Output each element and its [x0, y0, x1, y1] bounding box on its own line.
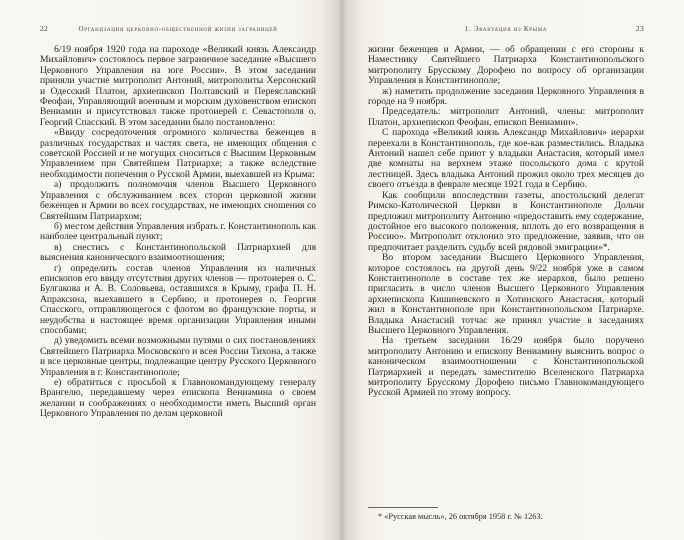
paragraph: С парохода «Великий князь Александр Михайлович» иерархи переехали в Константинополь, где кое-как разместились. Владыка Антоний нашел себе приют у владыки Анастасия, который имел две комнаты на верхнем этаже посольского дома с крутой лестницей. Здесь владыка Антоний прожил около трех месяцев до своего отъезда в феврале месяце 1921 года в Сербию. [368, 127, 644, 191]
paragraph: жизни беженцев и Армии, — об обращении с его стороны к Наместнику Святейшего Патриарха Константинопольского митрополиту Брусскому Дорофею по вопросу об организации Управления в Константинополе; [368, 44, 644, 87]
paragraph: а) продолжить полномочия членов Высшего Церковного Управления с обслуживанием всех сторон церковной жизни беженцев и Армии во всех государствах, не имеющих сношения со Святейшим Патриархом; [40, 179, 316, 222]
paragraph: Как сообщили впоследствии газеты, апостольский делегат Римско-Католической Церкви в Константинополе Дольчи предложил митрополиту Антонию «предоставить ему содержание, достойное его высокого положения, вплоть до его возвращения в Россию». Митрополит отклонил это предложение, заявив, что он предпочитает разделить судьбу всей рядовой эмиграции»*. [368, 189, 644, 253]
running-head-right [368, 24, 644, 33]
running-title-left: Организация церковно-общественной жизни заграницей [78, 25, 278, 33]
paragraph: б) местом действия Управления избрать г. Константинополь как наиболее центральный пункт; [40, 220, 316, 243]
paragraph: д) уведомить всеми возможными путями о сих постановлениях Святейшего Патриарха Московского и всея России Тихона, а также и все церковные центры, подлежащие центру Русского Церковного Управления в г. Константинополе; [40, 335, 316, 378]
page-body-left [40, 45, 316, 420]
paragraph: «Ввиду сосредоточения огромного количества беженцев в различных государствах и частях света, не имеющих общения с советской Россией и не могущих сноситься с Высшим Церковным Управлением при Святейшем Патриархе; а также вследствие необходимости попечения о Русской Армии, выехавшей из Крыма: [40, 127, 316, 180]
footnote: * «Русская мысль», 26 октября 1958 г. № 1263. [378, 512, 543, 521]
page-number-left: 22 [40, 24, 49, 33]
paragraph: Во втором заседании Высшего Церковного Управления, которое состоялось на другой день 9/22 ноября уже в самом Константинополе в составе тех же иерархов, было решено пригласить в число членов Высшего Церковного Управления архиепископа Кишиневского и Хотинского Анастасия, который жил в Константинополе при Константинопольском Патриархе. Владыка Анастасий тотчас же принял участие в заседаниях Высшего Церковного Управления. [368, 252, 644, 336]
paragraph: е) обратиться с просьбой к Главнокомандующему генералу Врангелю, передавшему через епископа Вениамина о своем желании и соображениях о необходимости иметь Высший орган Церковного Управления по делам церковной [40, 377, 316, 420]
paragraph: г) определить состав членов Управления из наличных епископов его ввиду отсутствия других членов — протоиерея о. С. Булгакова и А. В. Соловьева, оставшихся в Крыму, графа П. Н. Апраксина, выехавшего в Сербию, и протоиерея о. Георгия Спасского, отправляющегося с флотом во французские порты, и неудобства в настоящее время организации Управления иными способами; [40, 262, 316, 336]
paragraph: Председатель: митрополит Антоний, члены: митрополит Платон, архиепископ Феофан, епископ Вениамин». [368, 106, 644, 128]
running-title-right: 1. Эвакуация из Крыма [464, 25, 548, 33]
footnote-block [368, 507, 644, 524]
paragraph: На третьем заседании 16/29 ноября было поручено митрополиту Антонию и епископу Вениамину выяснить вопрос о каноническом взаимоотношении с Константинопольской Патриархией и передать заместителю Вселенского Патриарха митрополиту Брусскому Дорофею письмо Главнокомандующего Русской Армией по этому вопросу. [368, 335, 644, 399]
paragraph: в) снестись с Константинопольской Патриархией для выяснения канонического взаимоотношения; [40, 241, 316, 264]
footnote-rule [368, 507, 438, 508]
running-head-left [40, 24, 316, 33]
page-body-right [368, 45, 644, 399]
paragraph: ж) наметить продолжение заседания Церковного Управления в городе на 9 ноября. [368, 85, 644, 108]
paragraph: 6/19 ноября 1920 года на пароходе «Великий князь Александр Михайлович» состоялось первое заграничное заседание «Высшего Церковного Управления на юге России». В этом заседании приняли участие митрополит Антоний, митрополиты Херсонский и Одесский Платон, архиепископ Полтавский и Переяславский Феофан, Управляющий военным и морским духовенством епископ Вениамин и присутствовал также протоиерей г. Севастополя о. Георгий Спасский. В этом заседании было постановлено: [40, 44, 316, 128]
page-right [342, 0, 684, 540]
page-number-right: 23 [635, 24, 644, 33]
